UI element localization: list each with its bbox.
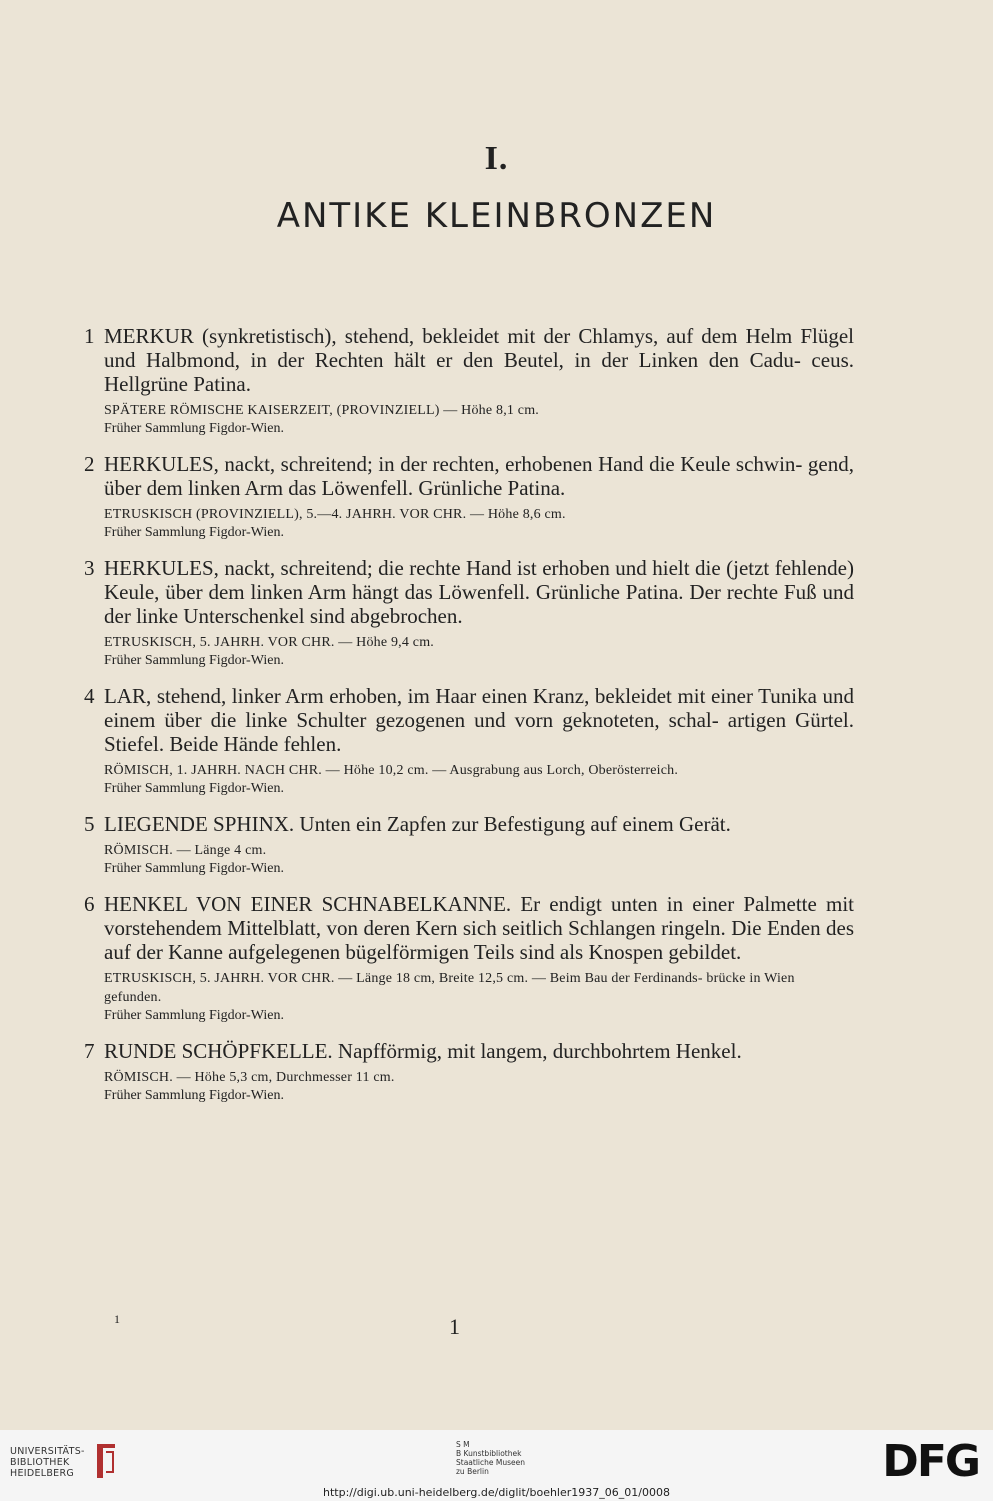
catalog-entry bbox=[84, 892, 854, 1024]
entry-dating: ETRUSKISCH, 5. JAHRH. VOR CHR. — Länge 18 cm, Breite 12,5 cm. — Beim Bau der Ferdinands- brücke in Wien gefunden. bbox=[104, 971, 795, 1005]
entry-description: HENKEL VON EINER SCHNABELKANNE. Er endigt unten in einer Palmette mit vorstehendem Mittelblatt, von deren Kern sich seitlich Schlangen ringeln. Die Enden des auf der Kanne aufgelegenen bügelförmigen Teils sind als Knospen gebildet. bbox=[104, 892, 854, 964]
university-library-logo[interactable] bbox=[10, 1446, 85, 1479]
state-museums-logo[interactable] bbox=[456, 1440, 525, 1476]
entry-provenance: Früher Sammlung Figdor-Wien. bbox=[104, 525, 284, 540]
entry-number: 2 bbox=[84, 452, 95, 476]
entry-dating: ETRUSKISCH (PROVINZIELL), 5.—4. JAHRH. VOR CHR. — Höhe 8,6 cm. bbox=[104, 507, 566, 522]
entry-provenance: Früher Sammlung Figdor-Wien. bbox=[104, 653, 284, 668]
entry-description: LIEGENDE SPHINX. Unten ein Zapfen zur Befestigung auf einem Gerät. bbox=[104, 812, 731, 836]
catalog-entry bbox=[84, 452, 854, 541]
entry-provenance: Früher Sammlung Figdor-Wien. bbox=[104, 1088, 284, 1103]
university-line: HEIDELBERG bbox=[10, 1468, 75, 1479]
entry-number: 4 bbox=[84, 684, 95, 708]
entry-dating: RÖMISCH, 1. JAHRH. NACH CHR. — Höhe 10,2 cm. — Ausgrabung aus Lorch, Oberösterreich. bbox=[104, 763, 679, 778]
university-line: UNIVERSITÄTS- bbox=[10, 1446, 85, 1457]
entry-provenance: Früher Sammlung Figdor-Wien. bbox=[104, 781, 284, 796]
entry-number: 5 bbox=[84, 812, 95, 836]
page-number: 1 bbox=[449, 1314, 460, 1339]
catalog-entry bbox=[84, 556, 854, 669]
catalog-entry bbox=[84, 684, 854, 797]
dfg-logo[interactable]: DFG bbox=[882, 1436, 979, 1487]
sm-line: S M bbox=[456, 1440, 470, 1449]
section-number: I. bbox=[484, 140, 509, 177]
entry-number: 1 bbox=[84, 324, 95, 348]
catalog-entry bbox=[84, 812, 854, 877]
viewer-footer bbox=[0, 1430, 993, 1501]
entry-dating: RÖMISCH. — Höhe 5,3 cm, Durchmesser 11 cm. bbox=[104, 1070, 395, 1085]
entry-number: 7 bbox=[84, 1039, 95, 1063]
entry-provenance: Früher Sammlung Figdor-Wien. bbox=[104, 421, 284, 436]
catalog-entry bbox=[84, 1039, 854, 1104]
source-url[interactable]: http://digi.ub.uni-heidelberg.de/diglit/boehler1937_06_01/0008 bbox=[323, 1486, 670, 1499]
sm-line: B Kunstbibliothek bbox=[456, 1449, 522, 1458]
entry-provenance: Früher Sammlung Figdor-Wien. bbox=[104, 1008, 284, 1023]
section-title: ANTIKE KLEINBRONZEN bbox=[276, 196, 717, 236]
entry-description: HERKULES, nackt, schreitend; in der rechten, erhobenen Hand die Keule schwin- gend, über dem linken Arm das Löwenfell. Grünliche Patina. bbox=[104, 452, 854, 500]
catalog-entries bbox=[84, 324, 854, 1119]
footnote-mark: 1 bbox=[114, 1312, 120, 1326]
catalog-entry bbox=[84, 324, 854, 437]
entry-dating: ETRUSKISCH, 5. JAHRH. VOR CHR. — Höhe 9,4 cm. bbox=[104, 635, 434, 650]
entry-dating: RÖMISCH. — Länge 4 cm. bbox=[104, 843, 267, 858]
entry-description: MERKUR (synkretistisch), stehend, bekleidet mit der Chlamys, auf dem Helm Flügel und Halbmond, in der Rechten hält er den Beutel, in der Linken den Cadu- ceus. Hellgrüne Patina. bbox=[104, 324, 854, 396]
sm-line: Staatliche Museen bbox=[456, 1458, 525, 1467]
entry-number: 3 bbox=[84, 556, 95, 580]
entry-description: RUNDE SCHÖPFKELLE. Napfförmig, mit langem, durchbohrtem Henkel. bbox=[104, 1039, 742, 1063]
entry-number: 6 bbox=[84, 892, 95, 916]
university-line: BIBLIOTHEK bbox=[10, 1457, 70, 1468]
university-emblem-icon bbox=[93, 1442, 119, 1480]
entry-dating: SPÄTERE RÖMISCHE KAISERZEIT, (PROVINZIELL) — Höhe 8,1 cm. bbox=[104, 403, 539, 418]
sm-line: zu Berlin bbox=[456, 1467, 489, 1476]
entry-description: HERKULES, nackt, schreitend; die rechte Hand ist erhoben und hielt die (jetzt fehlende) Keule, über dem linken Arm hängt das Löwenfell. Grünliche Patina. Der rechte Fuß und der linke Unterschenkel sind abgebrochen. bbox=[104, 556, 854, 628]
entry-description: LAR, stehend, linker Arm erhoben, im Haar einen Kranz, bekleidet mit einer Tunika und einem über die linke Schulter gezogenen und vorn geknoteten, schal- artigen Gürtel. Stiefel. Beide Hände fehlen. bbox=[104, 684, 854, 756]
entry-provenance: Früher Sammlung Figdor-Wien. bbox=[104, 861, 284, 876]
